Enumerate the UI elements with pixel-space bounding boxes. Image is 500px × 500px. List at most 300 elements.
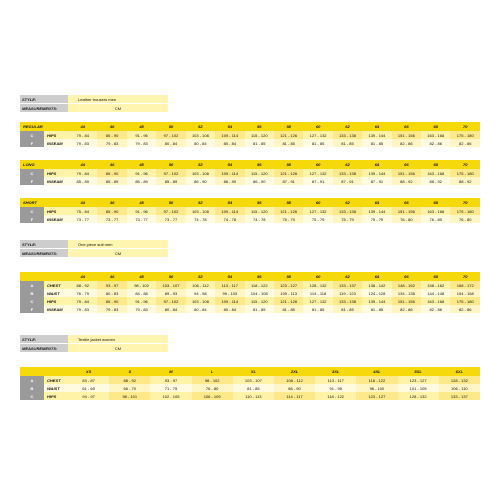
measure-value: 81 - 85 — [233, 384, 274, 392]
measure-value: 73 - 77 — [156, 215, 185, 223]
measure-value: 115 - 120 — [245, 131, 274, 139]
style-label: STYLE: — [20, 95, 68, 104]
measure-value: 106 - 109 — [192, 392, 233, 400]
measure-value: 133 - 137 — [439, 392, 480, 400]
size-label: 58 — [274, 122, 303, 131]
measure-label: HIPS — [44, 297, 68, 305]
measure-value: 91 - 96 — [127, 207, 156, 215]
measurements-value: CM — [68, 104, 168, 113]
measure-value: 79 - 84 — [68, 131, 97, 139]
measure-value: 139 - 144 — [362, 297, 391, 305]
measure-value: 82 - 86 — [392, 139, 421, 147]
measure-value: 127 - 132 — [303, 297, 332, 305]
measure-value: 86 - 90 — [274, 384, 315, 392]
size-label: 64 — [362, 122, 391, 131]
textile-style-header — [20, 335, 168, 353]
measure-value: 104 - 108 — [245, 289, 274, 297]
measure-value: 110 - 113 — [233, 392, 274, 400]
measure-value: 85 - 89 — [68, 177, 97, 185]
measure-value: 127 - 132 — [303, 131, 332, 139]
size-header-row — [20, 160, 480, 169]
measure-key: F — [20, 305, 44, 313]
style-value: One piece suit men — [68, 240, 168, 249]
size-label: 60 — [303, 160, 332, 169]
size-label: 52 — [186, 160, 215, 169]
measure-value: 97 - 102 — [156, 207, 185, 215]
measure-label: WAIST — [44, 384, 68, 392]
measure-value: 85 - 90 — [97, 169, 126, 177]
measurements-label: MEASUREMENTS: — [20, 344, 68, 353]
measure-value: 154 - 158 — [450, 289, 480, 297]
measure-value: 80 - 84 — [186, 305, 215, 313]
measure-value: 82 - 86 — [392, 305, 421, 313]
measure-row — [20, 215, 480, 223]
measure-value: 80 - 84 — [215, 305, 244, 313]
size-label: 70 — [450, 122, 480, 131]
size-label: 68 — [421, 272, 450, 281]
size-label: 44 — [68, 198, 97, 207]
size-label: 70 — [450, 272, 480, 281]
measure-value: 73 - 77 — [127, 215, 156, 223]
measure-value: 79 - 83 — [127, 305, 156, 313]
long-size-table — [20, 160, 480, 185]
section-title: REGULAR — [20, 122, 68, 131]
size-label: 62 — [333, 198, 362, 207]
section-title: SHORT — [20, 198, 68, 207]
measure-row — [20, 305, 480, 313]
measure-value: 108 - 112 — [186, 281, 215, 289]
measurements-value: CM — [68, 344, 168, 353]
size-label: 54 — [215, 122, 244, 131]
size-label: 60 — [303, 198, 332, 207]
measure-value: 81 - 85 — [333, 139, 362, 147]
measure-value: 79 - 83 — [97, 139, 126, 147]
size-label: 4XL — [356, 367, 397, 376]
measure-value: 109 - 113 — [274, 289, 303, 297]
measure-value: 85 - 89 — [97, 177, 126, 185]
section-title — [20, 272, 68, 281]
size-label: 68 — [421, 198, 450, 207]
measure-value: 81 - 85 — [303, 139, 332, 147]
measure-label: CHEST — [44, 281, 68, 289]
size-label: 54 — [215, 272, 244, 281]
size-label: 44 — [68, 122, 97, 131]
measure-value: 151 - 156 — [392, 297, 421, 305]
measure-value: 91 - 96 — [127, 169, 156, 177]
measure-label: INSEAM — [44, 139, 68, 147]
size-label: 70 — [450, 160, 480, 169]
measure-value: 114 - 118 — [303, 289, 332, 297]
measure-value: 76 - 80 — [421, 215, 450, 223]
style-value: Leather trousers men — [68, 95, 168, 104]
measure-row — [20, 207, 480, 215]
measure-value: 102 - 105 — [150, 392, 191, 400]
measure-value: 87 - 91 — [303, 177, 332, 185]
size-label: 56 — [245, 272, 274, 281]
measure-value: 83 - 87 — [68, 376, 109, 384]
onepiece-size-table — [20, 272, 480, 313]
measure-value: 113 - 117 — [315, 376, 356, 384]
measure-value: 75 - 79 — [274, 215, 303, 223]
measure-value: 85 - 90 — [97, 131, 126, 139]
measure-value: 175 - 180 — [450, 207, 480, 215]
measure-value: 99 - 103 — [215, 289, 244, 297]
style-label: STYLE: — [20, 240, 68, 249]
size-label: 48 — [127, 122, 156, 131]
measure-value: 71 - 75 — [150, 384, 191, 392]
size-label: 58 — [274, 160, 303, 169]
measure-value: 88 - 92 — [392, 177, 421, 185]
measure-value: 144 - 148 — [421, 289, 450, 297]
measure-value: 118 - 122 — [356, 376, 397, 384]
measure-value: 79 - 84 — [68, 297, 97, 305]
measure-value: 86 - 90 — [186, 177, 215, 185]
measure-key: F — [20, 215, 44, 223]
measure-key: B — [20, 384, 44, 392]
measure-label: HIPS — [44, 169, 68, 177]
size-label: 44 — [68, 160, 97, 169]
measure-value: 121 - 126 — [274, 297, 303, 305]
measurements-label: MEASUREMENTS: — [20, 249, 68, 258]
size-label: 46 — [97, 122, 126, 131]
size-label: 52 — [186, 198, 215, 207]
measure-value: 87 - 91 — [333, 177, 362, 185]
size-label: 68 — [421, 122, 450, 131]
measure-row — [20, 297, 480, 305]
measure-key: F — [20, 139, 44, 147]
measure-value: 80 - 84 — [156, 305, 185, 313]
size-label: 60 — [303, 272, 332, 281]
measure-value: 86 - 90 — [215, 177, 244, 185]
measure-value: 148 - 152 — [392, 281, 421, 289]
measure-value: 109 - 114 — [215, 169, 244, 177]
measure-value: 82 - 86 — [421, 305, 450, 313]
measure-value: 85 - 89 — [127, 177, 156, 185]
measure-value: 163 - 168 — [421, 131, 450, 139]
measure-value: 73 - 77 — [97, 215, 126, 223]
measure-value: 94 - 98 — [186, 289, 215, 297]
measure-row — [20, 169, 480, 177]
measure-value: 74 - 78 — [245, 215, 274, 223]
measure-value: 74 - 78 — [186, 215, 215, 223]
size-label: 2XL — [274, 367, 315, 376]
measure-value: 128 - 132 — [439, 376, 480, 384]
measure-value: 94 - 97 — [68, 392, 109, 400]
measure-value: 127 - 132 — [303, 207, 332, 215]
measure-value: 109 - 114 — [215, 207, 244, 215]
size-label: M — [150, 367, 191, 376]
measure-value: 81 - 85 — [245, 139, 274, 147]
leather-style-header — [20, 95, 168, 113]
measure-value: 114 - 117 — [274, 392, 315, 400]
measurements-value: CM — [68, 249, 168, 258]
measure-value: 89 - 93 — [156, 289, 185, 297]
size-label: 66 — [392, 198, 421, 207]
size-label: XL — [233, 367, 274, 376]
measure-value: 163 - 168 — [421, 297, 450, 305]
size-header-row — [20, 272, 480, 281]
size-label: 64 — [362, 160, 391, 169]
style-label: STYLE: — [20, 335, 68, 344]
measure-value: 103 - 108 — [186, 131, 215, 139]
measure-row — [20, 131, 480, 139]
size-label: 66 — [392, 272, 421, 281]
measure-value: 81 - 85 — [362, 305, 391, 313]
measure-value: 118 - 122 — [245, 281, 274, 289]
regular-size-table — [20, 122, 480, 147]
short-size-table — [20, 198, 480, 223]
size-label: 56 — [245, 160, 274, 169]
measure-value: 109 - 114 — [215, 297, 244, 305]
measure-value: 80 - 84 — [215, 139, 244, 147]
measure-value: 124 - 128 — [362, 289, 391, 297]
size-label: S — [109, 367, 150, 376]
size-label: 54 — [215, 198, 244, 207]
measure-value: 91 - 96 — [127, 297, 156, 305]
size-label: 56 — [245, 122, 274, 131]
measure-key: C — [20, 169, 44, 177]
measure-value: 85 - 90 — [97, 297, 126, 305]
measure-value: 86 - 90 — [245, 177, 274, 185]
measure-value: 138 - 142 — [362, 281, 391, 289]
size-label: 3XL — [315, 367, 356, 376]
measure-value: 168 - 172 — [450, 281, 480, 289]
measure-key: B — [20, 289, 44, 297]
size-label: 48 — [127, 272, 156, 281]
size-label: 68 — [421, 160, 450, 169]
measure-value: 103 - 108 — [186, 297, 215, 305]
size-label: XS — [68, 367, 109, 376]
measure-value: 134 - 138 — [392, 289, 421, 297]
size-label: 56 — [245, 198, 274, 207]
measure-value: 133 - 138 — [333, 131, 362, 139]
measure-value: 151 - 156 — [392, 169, 421, 177]
measure-key: A — [20, 376, 44, 384]
size-label: 6XL — [439, 367, 480, 376]
size-label: 48 — [127, 160, 156, 169]
measure-value: 127 - 132 — [303, 169, 332, 177]
measure-row — [20, 384, 480, 392]
measure-value: 103 - 108 — [186, 169, 215, 177]
measure-value: 106 - 110 — [439, 384, 480, 392]
measure-value: 87 - 91 — [362, 177, 391, 185]
size-header-row — [20, 122, 480, 131]
measure-value: 163 - 168 — [421, 169, 450, 177]
measure-row — [20, 289, 480, 297]
measure-value: 98 - 101 — [109, 392, 150, 400]
measure-value: 121 - 126 — [274, 131, 303, 139]
measure-row — [20, 177, 480, 185]
measure-key: F — [20, 177, 44, 185]
measure-value: 108 - 112 — [274, 376, 315, 384]
measure-value: 151 - 156 — [392, 131, 421, 139]
measure-value: 103 - 107 — [233, 376, 274, 384]
measure-value: 98 - 102 — [192, 376, 233, 384]
measure-value: 121 - 126 — [274, 207, 303, 215]
measure-value: 80 - 83 — [97, 289, 126, 297]
measure-value: 88 - 92 — [109, 376, 150, 384]
measure-value: 93 - 97 — [150, 376, 191, 384]
measure-value: 79 - 83 — [97, 305, 126, 313]
measure-value: 66 - 70 — [109, 384, 150, 392]
measure-value: 91 - 96 — [127, 131, 156, 139]
measure-value: 75 - 79 — [362, 215, 391, 223]
size-label: 46 — [97, 160, 126, 169]
measure-value: 121 - 126 — [274, 169, 303, 177]
measure-row — [20, 139, 480, 147]
size-label: 66 — [392, 122, 421, 131]
measure-value: 109 - 114 — [215, 131, 244, 139]
size-label: 62 — [333, 272, 362, 281]
size-label: 64 — [362, 272, 391, 281]
measure-value: 81 - 85 — [362, 139, 391, 147]
measure-value: 88 - 92 — [421, 177, 450, 185]
measure-value: 118 - 122 — [315, 392, 356, 400]
measure-value: 103 - 107 — [156, 281, 185, 289]
measure-value: 133 - 138 — [333, 169, 362, 177]
measure-value: 123 - 127 — [398, 376, 439, 384]
measure-value: 123 - 127 — [274, 281, 303, 289]
measure-value: 119 - 123 — [333, 289, 362, 297]
measure-key: C — [20, 207, 44, 215]
measure-value: 115 - 120 — [245, 297, 274, 305]
size-label: 60 — [303, 122, 332, 131]
measure-value: 61 - 65 — [68, 384, 109, 392]
measure-value: 133 - 137 — [333, 281, 362, 289]
textile-size-table — [20, 367, 480, 400]
measure-value: 133 - 138 — [333, 297, 362, 305]
measure-value: 85 - 89 — [156, 177, 185, 185]
measure-value: 81 - 85 — [274, 139, 303, 147]
size-label: 50 — [156, 122, 185, 131]
measure-value: 175 - 180 — [450, 131, 480, 139]
measure-value: 88 - 92 — [450, 177, 480, 185]
measure-value: 115 - 120 — [245, 169, 274, 177]
measure-value: 75 - 79 — [303, 215, 332, 223]
size-label: 52 — [186, 272, 215, 281]
measure-label: HIPS — [44, 392, 68, 400]
measure-value: 82 - 86 — [421, 139, 450, 147]
measure-value: 158 - 162 — [421, 281, 450, 289]
measure-value: 128 - 132 — [303, 281, 332, 289]
measure-value: 76 - 80 — [392, 215, 421, 223]
measure-value: 79 - 83 — [68, 139, 97, 147]
measure-value: 175 - 180 — [450, 297, 480, 305]
measure-value: 175 - 180 — [450, 169, 480, 177]
measure-value: 115 - 120 — [245, 207, 274, 215]
measure-label: HIPS — [44, 207, 68, 215]
measure-row — [20, 376, 480, 384]
measure-value: 82 - 86 — [450, 139, 480, 147]
measure-value: 88 - 92 — [68, 281, 97, 289]
measure-value: 79 - 83 — [127, 139, 156, 147]
size-label: 50 — [156, 272, 185, 281]
measure-row — [20, 392, 480, 400]
onepiece-style-header — [20, 240, 168, 258]
measure-value: 97 - 102 — [156, 131, 185, 139]
size-label: 64 — [362, 198, 391, 207]
measure-value: 74 - 78 — [215, 215, 244, 223]
measure-value: 81 - 85 — [274, 305, 303, 313]
measure-value: 76 - 79 — [68, 289, 97, 297]
measure-key: C — [20, 297, 44, 305]
measure-row — [20, 281, 480, 289]
measure-value: 79 - 83 — [68, 305, 97, 313]
size-label: 50 — [156, 160, 185, 169]
measure-value: 139 - 144 — [362, 207, 391, 215]
measure-value: 76 - 80 — [192, 384, 233, 392]
size-label: 5XL — [398, 367, 439, 376]
measure-label: WAIST — [44, 289, 68, 297]
measure-value: 82 - 86 — [450, 305, 480, 313]
measure-value: 98 - 102 — [127, 281, 156, 289]
measure-key: A — [20, 281, 44, 289]
measure-label: INSEAM — [44, 177, 68, 185]
size-label: 46 — [97, 272, 126, 281]
size-header-row — [20, 367, 480, 376]
size-label: 58 — [274, 272, 303, 281]
measure-value: 75 - 79 — [333, 215, 362, 223]
section-title: LONG — [20, 160, 68, 169]
measure-value: 97 - 102 — [156, 297, 185, 305]
size-label: 58 — [274, 198, 303, 207]
size-label: 44 — [68, 272, 97, 281]
measure-value: 123 - 127 — [356, 392, 397, 400]
measure-value: 97 - 102 — [156, 169, 185, 177]
measure-label: INSEAM — [44, 305, 68, 313]
measure-value: 128 - 132 — [398, 392, 439, 400]
measure-key: C — [20, 131, 44, 139]
measure-value: 81 - 85 — [303, 305, 332, 313]
measure-value: 163 - 168 — [421, 207, 450, 215]
measure-value: 75 - 84 — [68, 207, 97, 215]
size-label: 70 — [450, 198, 480, 207]
section-title — [20, 367, 68, 376]
measure-value: 80 - 84 — [186, 139, 215, 147]
measure-value: 73 - 77 — [68, 215, 97, 223]
size-label: 50 — [156, 198, 185, 207]
measure-value: 85 - 90 — [97, 207, 126, 215]
measure-value: 93 - 97 — [97, 281, 126, 289]
measure-value: 80 - 84 — [156, 139, 185, 147]
measure-value: 139 - 144 — [362, 169, 391, 177]
size-label: L — [192, 367, 233, 376]
measure-value: 84 - 88 — [127, 289, 156, 297]
size-header-row — [20, 198, 480, 207]
measure-label: INSEAM — [44, 215, 68, 223]
size-label: 46 — [97, 198, 126, 207]
measure-value: 96 - 100 — [356, 384, 397, 392]
measure-value: 101 - 105 — [398, 384, 439, 392]
style-value: Textile jacket women — [68, 335, 168, 344]
measure-value: 76 - 80 — [450, 215, 480, 223]
measure-value: 133 - 138 — [333, 207, 362, 215]
measure-key: C — [20, 392, 44, 400]
measure-value: 113 - 117 — [215, 281, 244, 289]
measure-value: 91 - 95 — [315, 384, 356, 392]
size-label: 54 — [215, 160, 244, 169]
size-label: 62 — [333, 122, 362, 131]
size-label: 48 — [127, 198, 156, 207]
size-label: 52 — [186, 122, 215, 131]
measure-value: 79 - 84 — [68, 169, 97, 177]
measure-value: 81 - 85 — [245, 305, 274, 313]
measure-value: 81 - 85 — [333, 305, 362, 313]
size-label: 66 — [392, 160, 421, 169]
measure-label: HIPS — [44, 131, 68, 139]
measurements-label: MEASUREMENTS: — [20, 104, 68, 113]
measure-value: 151 - 156 — [392, 207, 421, 215]
